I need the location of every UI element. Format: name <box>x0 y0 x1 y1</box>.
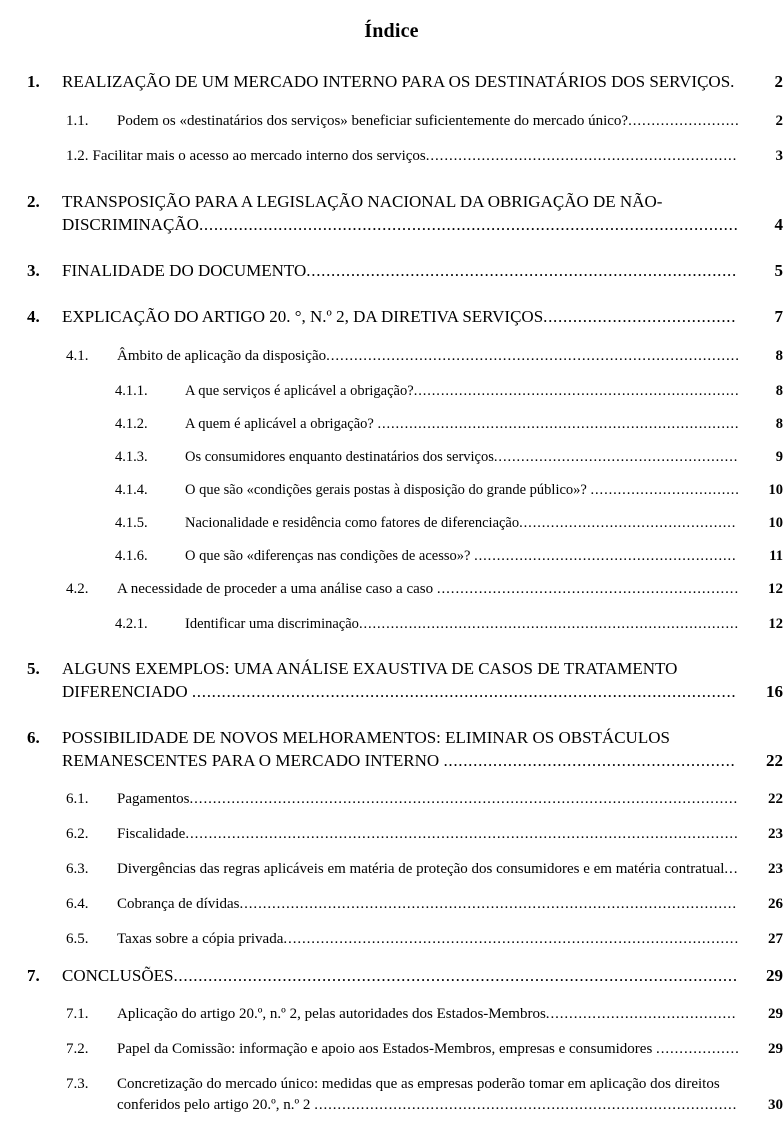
toc-entry-page-number: 4 <box>744 213 783 236</box>
toc-entry-title: REALIZAÇÃO DE UM MERCADO INTERNO PARA OS DESTINATÁRIOS DOS SERVIÇOS <box>62 72 731 91</box>
toc-entry-page-number: 8 <box>744 346 783 367</box>
toc-entry-title: Identificar uma discriminação <box>185 616 359 632</box>
toc-dot-leader: . <box>730 72 736 91</box>
toc-dot-leader: ......................................................................................... <box>326 348 740 364</box>
toc-entry-page-number: 10 <box>744 513 783 533</box>
page-title: Índice <box>364 20 419 42</box>
toc-entry-number: 4.1.4. <box>115 482 148 498</box>
toc-entry-body <box>117 1004 783 1025</box>
toc-dot-leader: ................................................................. <box>436 581 740 597</box>
toc-entry-number: 6.2. <box>66 826 89 842</box>
toc-entry[interactable] <box>0 614 783 634</box>
toc-entry-title: EXPLICAÇÃO DO ARTIGO 20. °, N.º 2, DA DIRETIVA SERVIÇOS <box>62 307 544 326</box>
toc-entry-page-number: 2 <box>744 111 783 132</box>
toc-entry[interactable] <box>0 146 783 167</box>
toc-entry-page-number: 16 <box>744 680 783 703</box>
toc-entry-body <box>117 1039 783 1060</box>
toc-entry-number: 4.1. <box>66 348 89 364</box>
toc-entry[interactable] <box>0 726 783 772</box>
toc-entry-body <box>185 414 783 434</box>
toc-entry-title: POSSIBILIDADE DE NOVOS MELHORAMENTOS: ELIMINAR OS OBSTÁCULOS REMANESCENTES PARA O MERCADO INTERNO <box>62 728 670 770</box>
toc-dot-leader: ....................................................................................................................... <box>185 826 739 842</box>
toc-entry-body <box>185 513 783 533</box>
toc-dot-leader: ........................................................................................................... <box>239 896 738 912</box>
toc-dot-leader: ................................................................... <box>425 148 738 164</box>
toc-entry-title: CONCLUSÕES <box>62 966 174 985</box>
toc-entry-title: Fiscalidade <box>117 826 186 842</box>
toc-entry-page-number: 22 <box>744 789 783 810</box>
toc-entry-page-number: 12 <box>744 579 783 600</box>
toc-entry-number: 5. <box>27 659 40 678</box>
toc-entry-title: Pagamentos <box>117 791 190 807</box>
toc-dot-leader: .................................................................................................................. <box>173 966 738 985</box>
toc-entry-title: Taxas sobre a cópia privada <box>117 931 284 947</box>
toc-entry[interactable] <box>0 305 783 328</box>
toc-entry-body <box>185 546 783 566</box>
toc-dot-leader: .................. <box>656 1041 740 1057</box>
toc-dot-leader: .................................................................................... <box>358 616 740 632</box>
toc-dot-leader: ....................................................................................... <box>306 261 737 280</box>
toc-entry-page-number: 23 <box>744 824 783 845</box>
toc-entry-title: Aplicação do artigo 20.º, n.º 2, pelas autoridades dos Estados-Membros <box>117 1006 546 1022</box>
toc-dot-leader: ........................................................... <box>443 751 736 770</box>
toc-entry-body <box>62 305 783 328</box>
toc-entry[interactable] <box>0 1039 783 1060</box>
toc-entry[interactable] <box>0 964 783 987</box>
toc-entry[interactable] <box>0 579 783 600</box>
table-of-contents <box>0 70 783 1130</box>
toc-entry[interactable] <box>0 1004 783 1025</box>
toc-entry-page-number: 29 <box>744 964 783 987</box>
toc-entry-number: 6.5. <box>66 931 89 947</box>
toc-entry-body <box>62 70 783 93</box>
toc-dot-leader: .......................................................... <box>474 548 737 564</box>
toc-entry[interactable] <box>0 1074 783 1116</box>
toc-entry-title: Podem os «destinatários dos serviços» beneficiar suficientemente do mercado único? <box>117 113 629 129</box>
toc-entry-title: Divergências das regras aplicáveis em matéria de proteção dos consumidores e em matéria contratual <box>117 861 725 877</box>
toc-entry-number: 1.1. <box>66 113 89 129</box>
toc-entry-number: 1.2. <box>66 148 89 164</box>
toc-entry-title: Papel da Comissão: informação e apoio aos Estados-Membros, empresas e consumidores <box>117 1041 657 1057</box>
toc-entry-page-number: 30 <box>744 1095 783 1116</box>
toc-entry-body <box>117 346 783 367</box>
toc-entry-title: A que serviços é aplicável a obrigação? <box>185 383 414 399</box>
toc-entry[interactable] <box>0 111 783 132</box>
toc-entry-number: 4. <box>27 307 40 326</box>
toc-entry-number: 6.3. <box>66 861 89 877</box>
toc-entry-body <box>185 480 783 500</box>
toc-entry-number: 4.1.6. <box>115 548 148 564</box>
toc-entry-title: Cobrança de dívidas <box>117 896 240 912</box>
toc-entry-number: 2. <box>27 192 40 211</box>
toc-entry-page-number: 5 <box>744 259 783 282</box>
toc-entry-title: A necessidade de proceder a uma análise caso a caso <box>117 581 437 597</box>
toc-entry-page-number: 23 <box>744 859 783 880</box>
toc-dot-leader: ................................................................................ <box>377 416 740 432</box>
toc-dot-leader: .................................................................................................. <box>283 931 740 947</box>
toc-entry-number: 4.1.1. <box>115 383 148 399</box>
toc-entry-number: 7. <box>27 966 40 985</box>
toc-entry-number: 7.3. <box>66 1076 89 1092</box>
toc-entry-number: 7.1. <box>66 1006 89 1022</box>
toc-entry[interactable] <box>0 346 783 367</box>
toc-entry-body <box>62 259 783 282</box>
toc-entry-body <box>117 929 783 950</box>
toc-entry-body <box>62 190 783 236</box>
toc-entry[interactable] <box>0 414 783 434</box>
toc-dot-leader: ........................................................................ <box>413 383 740 399</box>
toc-entry-page-number: 22 <box>744 749 783 772</box>
toc-entry-body <box>62 726 783 772</box>
toc-entry-number: 4.1.2. <box>115 416 148 432</box>
toc-entry-number: 4.2. <box>66 581 89 597</box>
toc-entry-body <box>62 964 783 987</box>
toc-entry[interactable] <box>0 546 783 566</box>
toc-dot-leader: .............................................................................................................. <box>191 682 737 701</box>
toc-entry-page-number: 11 <box>744 546 783 566</box>
toc-entry-number: 4.1.5. <box>115 515 148 531</box>
toc-entry-title: Facilitar mais o acesso ao mercado interno dos serviços <box>92 148 426 164</box>
toc-dot-leader: ... <box>724 861 739 877</box>
toc-entry-body <box>185 447 783 467</box>
toc-dot-leader: ...................................................... <box>493 449 739 465</box>
toc-entry-body <box>117 859 783 880</box>
toc-entry-body <box>117 111 783 132</box>
toc-entry-title: Âmbito de aplicação da disposição <box>117 348 327 364</box>
toc-dot-leader: ............................................................................................................. <box>198 215 739 234</box>
toc-entry-body <box>185 614 783 634</box>
toc-dot-leader: ................................. <box>590 482 740 498</box>
toc-entry[interactable] <box>0 513 783 533</box>
toc-dot-leader: ......................................... <box>545 1006 737 1022</box>
toc-entry-number: 4.2.1. <box>115 616 148 632</box>
toc-entry[interactable] <box>0 381 783 401</box>
toc-entry[interactable] <box>0 480 783 500</box>
toc-entry-body <box>117 1074 783 1116</box>
toc-entry-page-number: 10 <box>744 480 783 500</box>
toc-dot-leader: ................................................ <box>519 515 737 531</box>
toc-entry[interactable] <box>0 789 783 810</box>
toc-entry[interactable] <box>0 929 783 950</box>
toc-entry-title: A quem é aplicável a obrigação? <box>185 416 378 432</box>
toc-entry-title: Os consumidores enquanto destinatários dos serviços <box>185 449 494 465</box>
toc-entry-page-number: 29 <box>744 1039 783 1060</box>
toc-entry-title: FINALIDADE DO DOCUMENTO <box>62 261 307 280</box>
toc-entry-page-number: 7 <box>744 305 783 328</box>
toc-entry-page-number: 27 <box>744 929 783 950</box>
toc-entry-page-number: 2 <box>744 70 783 93</box>
toc-entry-title: TRANSPOSIÇÃO PARA A LEGISLAÇÃO NACIONAL DA OBRIGAÇÃO DE NÃO-DISCRIMINAÇÃO <box>62 192 663 234</box>
toc-entry-number: 4.1.3. <box>115 449 148 465</box>
toc-entry-title: ALGUNS EXEMPLOS: UMA ANÁLISE EXAUSTIVA DE CASOS DE TRATAMENTO DIFERENCIADO <box>62 659 678 701</box>
toc-entry-page-number: 26 <box>744 894 783 915</box>
toc-entry[interactable] <box>0 859 783 880</box>
toc-entry-number: 7.2. <box>66 1041 89 1057</box>
toc-entry-body <box>117 894 783 915</box>
toc-dot-leader: ...................................................................................................................... <box>189 791 739 807</box>
toc-entry-page-number: 12 <box>744 614 783 634</box>
toc-entry-number: 6. <box>27 728 40 747</box>
toc-entry[interactable] <box>0 190 783 236</box>
toc-entry-body <box>117 579 783 600</box>
toc-entry-body <box>62 657 783 703</box>
toc-dot-leader: ........................................................................................... <box>314 1097 738 1113</box>
toc-entry-body <box>185 381 783 401</box>
toc-entry-title: Nacionalidade e residência como fatores de diferenciação <box>185 515 520 531</box>
toc-entry-number: 1. <box>27 72 40 91</box>
toc-entry-page-number: 8 <box>744 381 783 401</box>
toc-entry[interactable] <box>0 894 783 915</box>
toc-entry-body <box>92 146 783 167</box>
toc-entry[interactable] <box>0 70 783 93</box>
toc-entry[interactable] <box>0 824 783 845</box>
toc-entry[interactable] <box>0 447 783 467</box>
toc-entry-body <box>117 789 783 810</box>
toc-entry-body <box>117 824 783 845</box>
toc-entry-title: O que são «diferenças nas condições de acesso»? <box>185 548 475 564</box>
toc-entry-number: 6.4. <box>66 896 89 912</box>
toc-entry-number: 6.1. <box>66 791 89 807</box>
toc-entry-page-number: 9 <box>744 447 783 467</box>
toc-entry[interactable] <box>0 259 783 282</box>
toc-entry-page-number: 29 <box>744 1004 783 1025</box>
toc-entry-title: Concretização do mercado único: medidas que as empresas poderão tomar em aplicação dos direitos conferidos pelo artigo 20.º, n.º 2 <box>117 1076 720 1113</box>
toc-entry[interactable] <box>0 657 783 703</box>
toc-dot-leader: ........................ <box>628 113 740 129</box>
toc-entry-page-number: 8 <box>744 414 783 434</box>
toc-dot-leader: ....................................... <box>543 307 737 326</box>
toc-entry-number: 3. <box>27 261 40 280</box>
toc-entry-page-number: 3 <box>744 146 783 167</box>
toc-entry-title: O que são «condições gerais postas à disposição do grande público»? <box>185 482 591 498</box>
